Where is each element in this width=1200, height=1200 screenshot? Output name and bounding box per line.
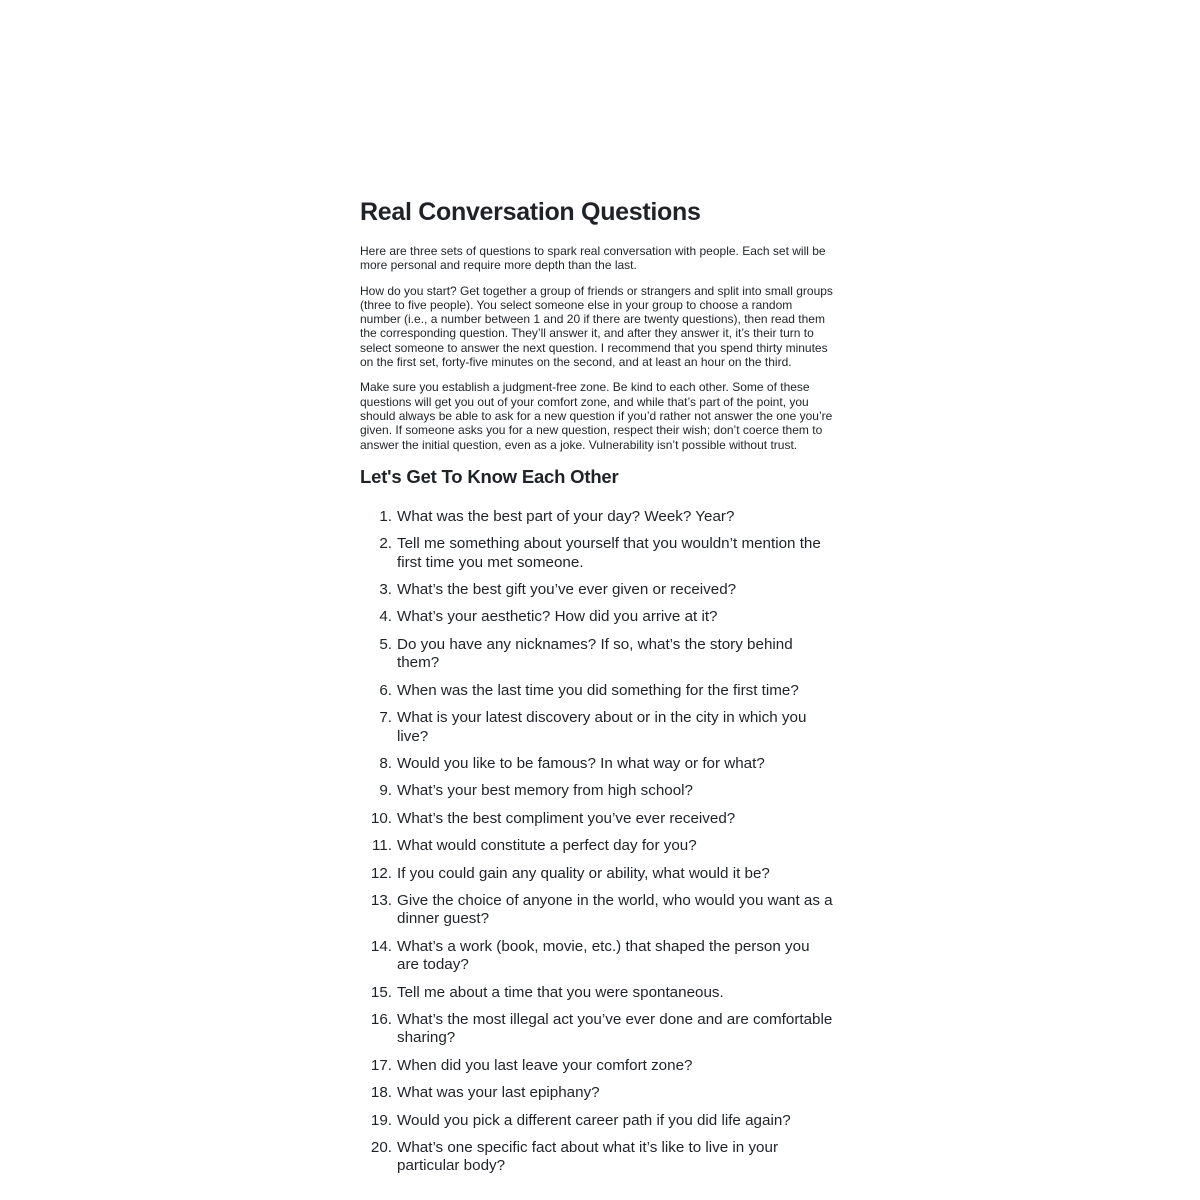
question-text: When was the last time you did something for the first time? [397, 681, 799, 699]
question-text: What was your last epiphany? [397, 1084, 600, 1102]
question-number: 15. [370, 983, 392, 1001]
question-number: 19. [370, 1111, 392, 1129]
question-item [360, 865, 836, 883]
question-text: What was the best part of your day? Week? Year? [397, 507, 735, 525]
question-text: What would constitute a perfect day for you? [397, 837, 697, 855]
question-item [360, 892, 836, 929]
question-text: Give the choice of anyone in the world, who would you want as a dinner guest? [397, 891, 833, 928]
question-item [360, 636, 836, 673]
question-text: Tell me something about yourself that you wouldn’t mention the first time you met someone. [397, 535, 821, 571]
question-number: 12. [370, 864, 392, 882]
question-item [360, 755, 836, 773]
question-number: 13. [370, 891, 392, 909]
question-number: 20. [370, 1139, 392, 1157]
question-text: What’s the best compliment you’ve ever received? [397, 809, 736, 827]
question-list [360, 508, 836, 1176]
question-number: 9. [379, 782, 392, 800]
question-number: 18. [370, 1084, 392, 1102]
question-number: 7. [379, 709, 392, 727]
question-number: 1. [379, 507, 392, 525]
question-number: 17. [370, 1056, 392, 1074]
question-number: 11. [372, 837, 392, 855]
question-number: 4. [379, 608, 392, 626]
question-text: What is your latest discovery about or in the city in which you live? [397, 709, 807, 745]
question-text: If you could gain any quality or ability, what would it be? [397, 864, 770, 882]
question-text: Do you have any nicknames? If so, what’s the story behind them? [397, 635, 793, 672]
intro-paragraph-3: Make sure you establish a judgment-free zone. Be kind to each other. Some of these questions will get you out of your comfort zone, and while that’s part of the point, you should always be able to ask for a new question if you’d rather not answer the one you’re given. If someone asks you for a new question, respect their wish; don’t coerce them to answer the initial question, even as a joke. Vulnerability isn’t possible without trust. [360, 380, 833, 452]
question-item [360, 782, 836, 800]
question-text: What’s one specific fact about what it’s like to live in your particular body? [397, 1139, 778, 1175]
question-number: 2. [379, 535, 392, 553]
question-text: Tell me about a time that you were spontaneous. [397, 983, 724, 1001]
question-item [360, 1057, 836, 1075]
question-text: Would you like to be famous? In what way or for what? [397, 754, 765, 772]
document-content [360, 197, 836, 1176]
section-heading: Let's Get To Know Each Other [360, 465, 619, 487]
question-text: What’s your best memory from high school? [397, 782, 693, 800]
question-item [360, 1112, 836, 1130]
question-item [360, 1011, 836, 1048]
question-number: 8. [379, 754, 392, 772]
question-text: When did you last leave your comfort zone? [397, 1056, 693, 1074]
question-item [360, 1139, 836, 1176]
document-page [360, 0, 836, 1185]
question-text: What’s your aesthetic? How did you arrive at it? [397, 608, 718, 626]
question-number: 6. [379, 681, 392, 699]
question-item [360, 810, 836, 828]
question-item [360, 1084, 836, 1102]
question-text: Would you pick a different career path if you did life again? [397, 1111, 791, 1129]
question-item [360, 709, 836, 746]
question-item [360, 535, 836, 572]
question-number: 14. [370, 937, 392, 955]
question-number: 16. [370, 1010, 392, 1028]
intro-paragraph-2: How do you start? Get together a group of friends or strangers and split into small groups (three to five people). You select someone else in your group to choose a random number (i.e., a number between 1 and 20 if there are twenty questions), then read them the corresponding question. They’ll answer it, and after they answer it, it’s their turn to select someone to answer the next question. I recommend that you spend thirty minutes on the first set, forty-five minutes on the second, and at least an hour on the third. [360, 283, 833, 370]
intro-paragraph-1: Here are three sets of questions to spark real conversation with people. Each set will be more personal and require more depth than the last. [360, 244, 826, 273]
question-item [360, 837, 836, 855]
question-item [360, 508, 836, 526]
question-item [360, 608, 836, 626]
page-title: Real Conversation Questions [360, 198, 701, 226]
question-number: 10. [370, 809, 392, 827]
question-item [360, 682, 836, 700]
question-item [360, 938, 836, 975]
question-text: What’s the most illegal act you’ve ever done and are comfortable sharing? [397, 1010, 833, 1047]
question-text: What’s a work (book, movie, etc.) that shaped the person you are today? [397, 937, 810, 974]
question-number: 5. [379, 635, 392, 653]
question-text: What’s the best gift you’ve ever given or received? [397, 581, 737, 599]
question-item [360, 581, 836, 599]
question-item [360, 984, 836, 1002]
question-number: 3. [379, 581, 392, 599]
